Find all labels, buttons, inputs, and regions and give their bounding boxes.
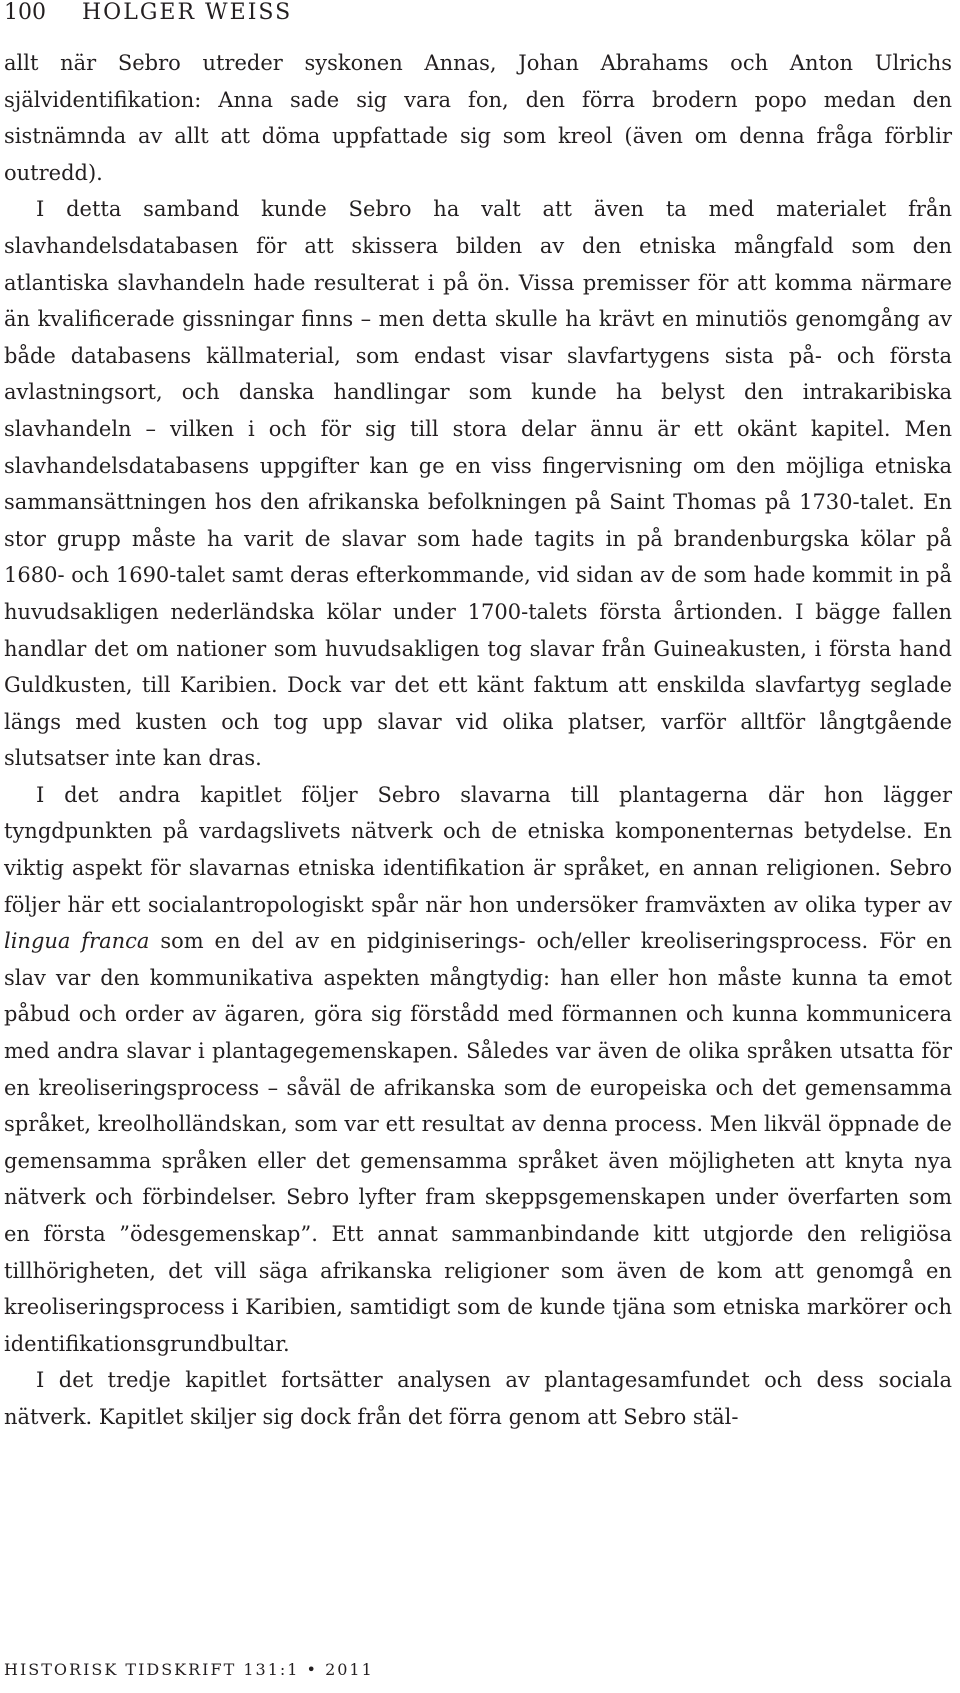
paragraph [4, 45, 952, 191]
paragraph [4, 777, 952, 1363]
text-run: I det tredje kapitlet fortsätter analysen av plantagesamfundet och dess sociala nätverk. Kapitlet skiljer sig dock från det förra genom att Sebro stäl- [4, 1368, 952, 1429]
running-head-author: HOLGER WEISS [82, 0, 293, 25]
text-run: allt när Sebro utreder syskonen Annas, Johan Abrahams och Anton Ulrichs självidentifikation: Anna sade sig vara fon, den förra brodern popo medan den sistnämnda av allt att döma uppfattade sig som kreol (även om denna fråga förblir outredd). [4, 51, 952, 185]
text-run: I det andra kapitlet följer Sebro slavarna till plantagerna där hon lägger tyngdpunkten på vardagslivets nätverk och de etniska komponenternas betydelse. En viktig aspekt för slavarnas etniska identifikation är språket, en annan religionen. Sebro följer här ett socialantropologiskt spår när hon undersöker framväxten av olika typer av [4, 782, 952, 917]
running-head [4, 0, 292, 26]
page-number: 100 [4, 0, 46, 25]
paragraph [4, 191, 952, 777]
italic-term: lingua franca [4, 929, 150, 954]
text-run: I detta samband kunde Sebro ha valt att även ta med materialet från slavhandelsdatabasen för att skissera bilden av den etniska mångfald som den atlantiska slavhandeln hade resulterat i på ön. Vissa premisser för att komma närmare än kvalificerade gissningar finns – men detta skulle ha krävt en minutiös genomgång av både databasens källmaterial, som endast visar slavfartygens sista på- och första avlastningsort, och danska handlingar som kunde ha belyst den intrakaribiska slavhandeln – vilken i och för sig till stora delar ännu är ett okänt kapitel. Men slavhandelsdatabasens uppgifter kan ge en viss fingervisning om den möjliga etniska sammansättningen hos den afrikanska befolkningen på Saint Thomas på 1730-talet. En stor grupp måste ha varit de slavar som hade tagits in på brandenburgska kölar på 1680- och 1690-talet samt deras efterkommande, vid sidan av de som hade kommit in på huvudsakligen nederländska kölar under 1700-talets första årtionden. I bägge fallen handlar det om nationer som huvudsakligen tog slavar från Guineakusten, i första hand Guldkusten, till Karibien. Dock var det ett känt faktum att enskilda slavfartyg seglade längs med kusten och tog upp slavar vid olika platser, varför alltför långtgående slutsatser inte kan dras. [4, 197, 952, 771]
journal-footer: HISTORISK TIDSKRIFT 131:1 • 2011 [4, 1660, 374, 1679]
text-run: som en del av en pidginiserings- och/eller kreoliseringsprocess. För en slav var den kommunikativa aspekten mångtydig: han eller hon måste kunna ta emot påbud och order av ägaren, göra sig förstådd med förmannen och kunna kommunicera med andra slavar i plantagegemenskapen. Således var även de olika språken utsatta för en kreoliseringsprocess – såväl de afrikanska som de europeiska och det gemensamma språket, kreolholländskan, som var ett resultat av denna process. Men likväl öppnade de gemensamma språken eller det gemensamma språket även möjligheten att knyta nya nätverk och förbindelser. Sebro lyfter fram skeppsgemenskapen under överfarten som en första ”ödesgemenskap”. Ett annat sammanbindande kitt utgjorde den religiösa tillhörigheten, det vill säga afrikanska religioner som även de kom att genomgå en kreoliseringsprocess i Karibien, samtidigt som de kunde tjäna som etniska markörer och identifikationsgrundbultar. [4, 929, 952, 1356]
article-body [4, 45, 952, 1436]
paragraph [4, 1362, 952, 1435]
